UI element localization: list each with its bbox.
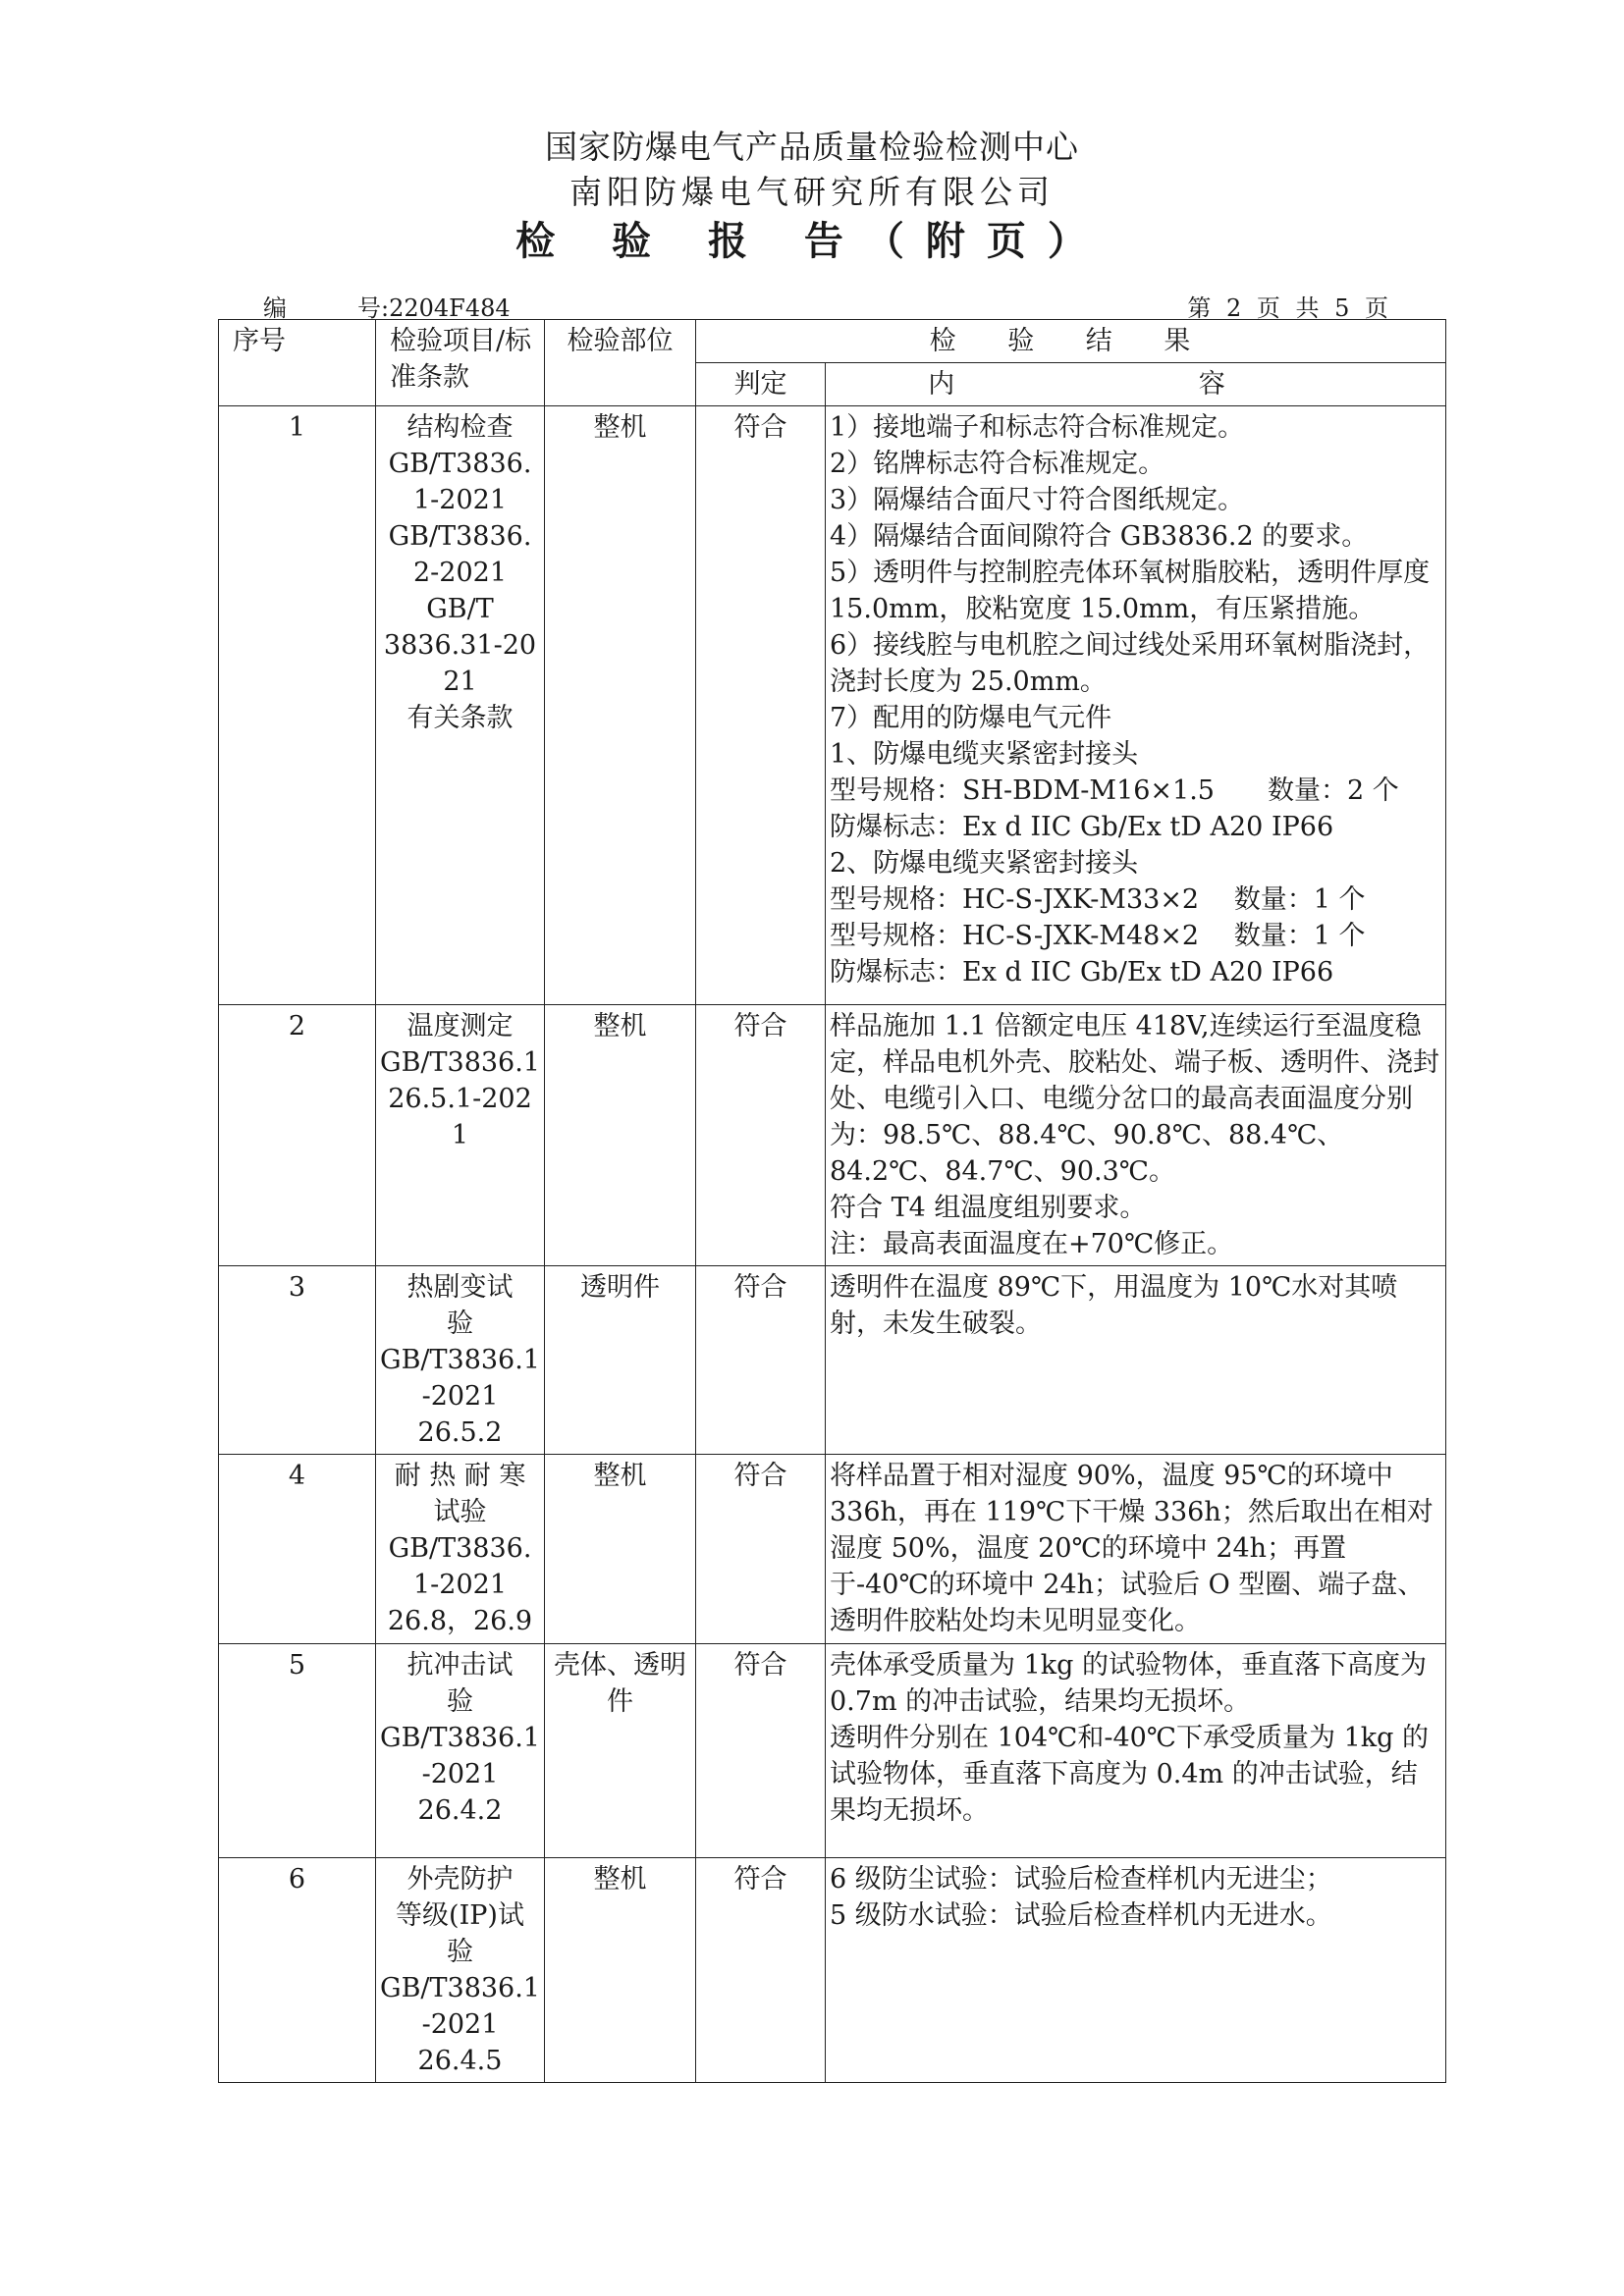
content-line: 1）接地端子和标志符合标准规定。 bbox=[830, 412, 1245, 443]
item-line: GB/T bbox=[426, 594, 494, 624]
row-item bbox=[376, 1455, 545, 1644]
content-line: 2、防爆电缆夹紧密封接头 bbox=[830, 848, 1139, 879]
report-title: 检 验 报 告（附页） bbox=[515, 218, 1109, 264]
content-line: 3）隔爆结合面尺寸符合图纸规定。 bbox=[830, 485, 1245, 515]
content-line: 1、防爆电缆夹紧密封接头 bbox=[830, 739, 1139, 770]
item-line: 试验 bbox=[433, 1497, 487, 1527]
col-header-part: 检验部位 bbox=[545, 320, 696, 406]
content-line: 5）透明件与控制腔壳体环氧树脂胶粘，透明件厚度 15.0mm，胶粘宽度 15.0mm，有压紧措施。 bbox=[830, 558, 1431, 624]
item-line: 耐 热 耐 寒 bbox=[394, 1461, 526, 1491]
item-line: GB/T3836.1 bbox=[380, 1345, 540, 1375]
item-line: 1-2021 bbox=[412, 485, 507, 515]
item-line: 26.8，26.9 bbox=[387, 1606, 533, 1636]
col-header-no: 序号 bbox=[219, 320, 376, 406]
table-row bbox=[219, 1644, 1446, 1858]
item-line: -2021 bbox=[421, 1759, 499, 1789]
item-line: 26.5.2 bbox=[417, 1417, 503, 1448]
item-line: 热剧变试 bbox=[406, 1272, 514, 1303]
row-number: 1 bbox=[219, 406, 376, 1005]
row-item bbox=[376, 1005, 545, 1266]
item-line: 2-2021 bbox=[412, 558, 507, 588]
item-line: 温度测定 bbox=[406, 1011, 514, 1041]
item-line: 抗冲击试 bbox=[406, 1650, 514, 1681]
item-line: -2021 bbox=[421, 1381, 499, 1412]
table-row bbox=[219, 1266, 1446, 1455]
content-line: 防爆标志：Ex d IIC Gb/Ex tD A20 IP66 bbox=[830, 812, 1334, 842]
row-content bbox=[826, 1005, 1446, 1266]
row-judgement: 符合 bbox=[696, 1644, 826, 1858]
row-number: 3 bbox=[219, 1266, 376, 1455]
item-line: -2021 bbox=[421, 2009, 499, 2040]
org-title-2: 南阳防爆电气研究所有限公司 bbox=[569, 173, 1055, 211]
item-line: GB/T3836.1 bbox=[380, 1973, 540, 2003]
row-content bbox=[826, 406, 1446, 1005]
content-line: 注：最高表面温度在+70℃修正。 bbox=[830, 1229, 1234, 1259]
item-line: 验 bbox=[447, 1308, 473, 1339]
item-line: GB/T3836. bbox=[388, 449, 532, 479]
report-number bbox=[263, 289, 511, 323]
row-part: 整机 bbox=[545, 406, 696, 1005]
content-line: 样品施加 1.1 倍额定电压 418V,连续运行至温度稳定，样品电机外壳、胶粘处、端子板、透明件、浇封处、电缆引入口、电缆分岔口的最高表面温度分别为：98.5℃、88.4℃、90.8℃、88.4℃、84.2℃、84.7℃、90.3℃。 bbox=[830, 1011, 1439, 1187]
row-part: 整机 bbox=[545, 1455, 696, 1644]
row-number: 4 bbox=[219, 1455, 376, 1644]
row-part: 壳体、透明件 bbox=[545, 1644, 696, 1858]
table-row bbox=[219, 1455, 1446, 1644]
row-item bbox=[376, 1858, 545, 2083]
content-line: 透明件分别在 104℃和-40℃下承受质量为 1kg 的试验物体，垂直落下高度为 0.4m 的冲击试验，结果均无损坏。 bbox=[830, 1723, 1429, 1826]
row-content bbox=[826, 1644, 1446, 1858]
row-judgement: 符合 bbox=[696, 1266, 826, 1455]
content-line: 5 级防水试验：试验后检查样机内无进水。 bbox=[830, 1900, 1332, 1931]
content-line: 型号规格：HC-S-JXK-M33×2 数量：1 个 bbox=[830, 884, 1366, 915]
row-judgement: 符合 bbox=[696, 1005, 826, 1266]
page-info: 第 2 页 共 5 页 bbox=[1187, 294, 1392, 322]
report-number-label: 编 bbox=[263, 294, 287, 322]
table-row bbox=[219, 406, 1446, 1005]
item-line: 验 bbox=[447, 1686, 473, 1717]
content-line: 将样品置于相对湿度 90%，温度 95℃的环境中 336h，再在 119℃下干燥 336h；然后取出在相对湿度 50%，温度 20℃的环境中 24h；再置于-40℃的环境中 24h；试验后 O 型圈、端子盘、透明件胶粘处均未见明显变化。 bbox=[830, 1461, 1434, 1636]
results-table bbox=[218, 319, 1446, 2083]
row-part: 整机 bbox=[545, 1005, 696, 1266]
row-item bbox=[376, 1266, 545, 1455]
content-line: 型号规格：SH-BDM-M16×1.5 数量：2 个 bbox=[830, 775, 1399, 806]
row-judgement: 符合 bbox=[696, 1455, 826, 1644]
col-header-content: 内 容 bbox=[826, 363, 1446, 406]
row-part: 透明件 bbox=[545, 1266, 696, 1455]
row-judgement: 符合 bbox=[696, 406, 826, 1005]
item-line: 1 bbox=[451, 1120, 469, 1150]
report-number-value: 号:2204F484 bbox=[357, 294, 511, 322]
row-number: 5 bbox=[219, 1644, 376, 1858]
item-line: 1-2021 bbox=[412, 1570, 507, 1600]
row-content bbox=[826, 1266, 1446, 1455]
item-line: GB/T3836.1 bbox=[380, 1723, 540, 1753]
content-line: 壳体承受质量为 1kg 的试验物体，垂直落下高度为 0.7m 的冲击试验，结果均无损坏。 bbox=[830, 1650, 1427, 1717]
col-header-judge: 判定 bbox=[696, 363, 826, 406]
row-content bbox=[826, 1858, 1446, 2083]
item-line: GB/T3836. bbox=[388, 521, 532, 552]
row-item bbox=[376, 406, 545, 1005]
col-header-item: 检验项目/标准条款 bbox=[376, 320, 545, 406]
content-line: 2）铭牌标志符合标准规定。 bbox=[830, 449, 1165, 479]
table-row bbox=[219, 1005, 1446, 1266]
org-title-1: 国家防爆电气产品质量检验检测中心 bbox=[545, 128, 1079, 166]
col-header-result: 检 验 结 果 bbox=[696, 320, 1446, 363]
content-line: 4）隔爆结合面间隙符合 GB3836.2 的要求。 bbox=[830, 521, 1369, 552]
row-content bbox=[826, 1455, 1446, 1644]
item-line: 26.4.5 bbox=[417, 2046, 503, 2076]
content-line: 型号规格：HC-S-JXK-M48×2 数量：1 个 bbox=[830, 921, 1366, 951]
item-line: 3836.31-20 bbox=[383, 630, 537, 661]
item-line: 26.5.1-202 bbox=[388, 1084, 532, 1114]
item-line: 外壳防护 bbox=[406, 1864, 514, 1895]
row-item bbox=[376, 1644, 545, 1858]
row-judgement: 符合 bbox=[696, 1858, 826, 2083]
row-number: 2 bbox=[219, 1005, 376, 1266]
header-row-1 bbox=[219, 320, 1446, 363]
row-part: 整机 bbox=[545, 1858, 696, 2083]
row-number: 6 bbox=[219, 1858, 376, 2083]
content-line: 6 级防尘试验：试验后检查样机内无进尘； bbox=[830, 1864, 1332, 1895]
content-line: 符合 T4 组温度组别要求。 bbox=[830, 1193, 1147, 1223]
item-line: 有关条款 bbox=[406, 703, 514, 733]
item-line: 结构检查 bbox=[406, 412, 514, 443]
content-line: 6）接线腔与电机腔之间过线处采用环氧树脂浇封，浇封长度为 25.0mm。 bbox=[830, 630, 1431, 697]
item-line: GB/T3836.1 bbox=[380, 1047, 540, 1078]
item-line: 验 bbox=[447, 1937, 473, 1967]
item-line: 21 bbox=[443, 667, 477, 697]
item-line: 等级(IP)试 bbox=[396, 1900, 524, 1931]
item-line: 26.4.2 bbox=[417, 1795, 503, 1826]
content-line: 7）配用的防爆电气元件 bbox=[830, 703, 1112, 733]
content-line: 透明件在温度 89℃下，用温度为 10℃水对其喷射，未发生破裂。 bbox=[830, 1272, 1398, 1339]
content-line: 防爆标志：Ex d IIC Gb/Ex tD A20 IP66 bbox=[830, 957, 1334, 988]
item-line: GB/T3836. bbox=[388, 1533, 532, 1564]
table-row bbox=[219, 1858, 1446, 2083]
